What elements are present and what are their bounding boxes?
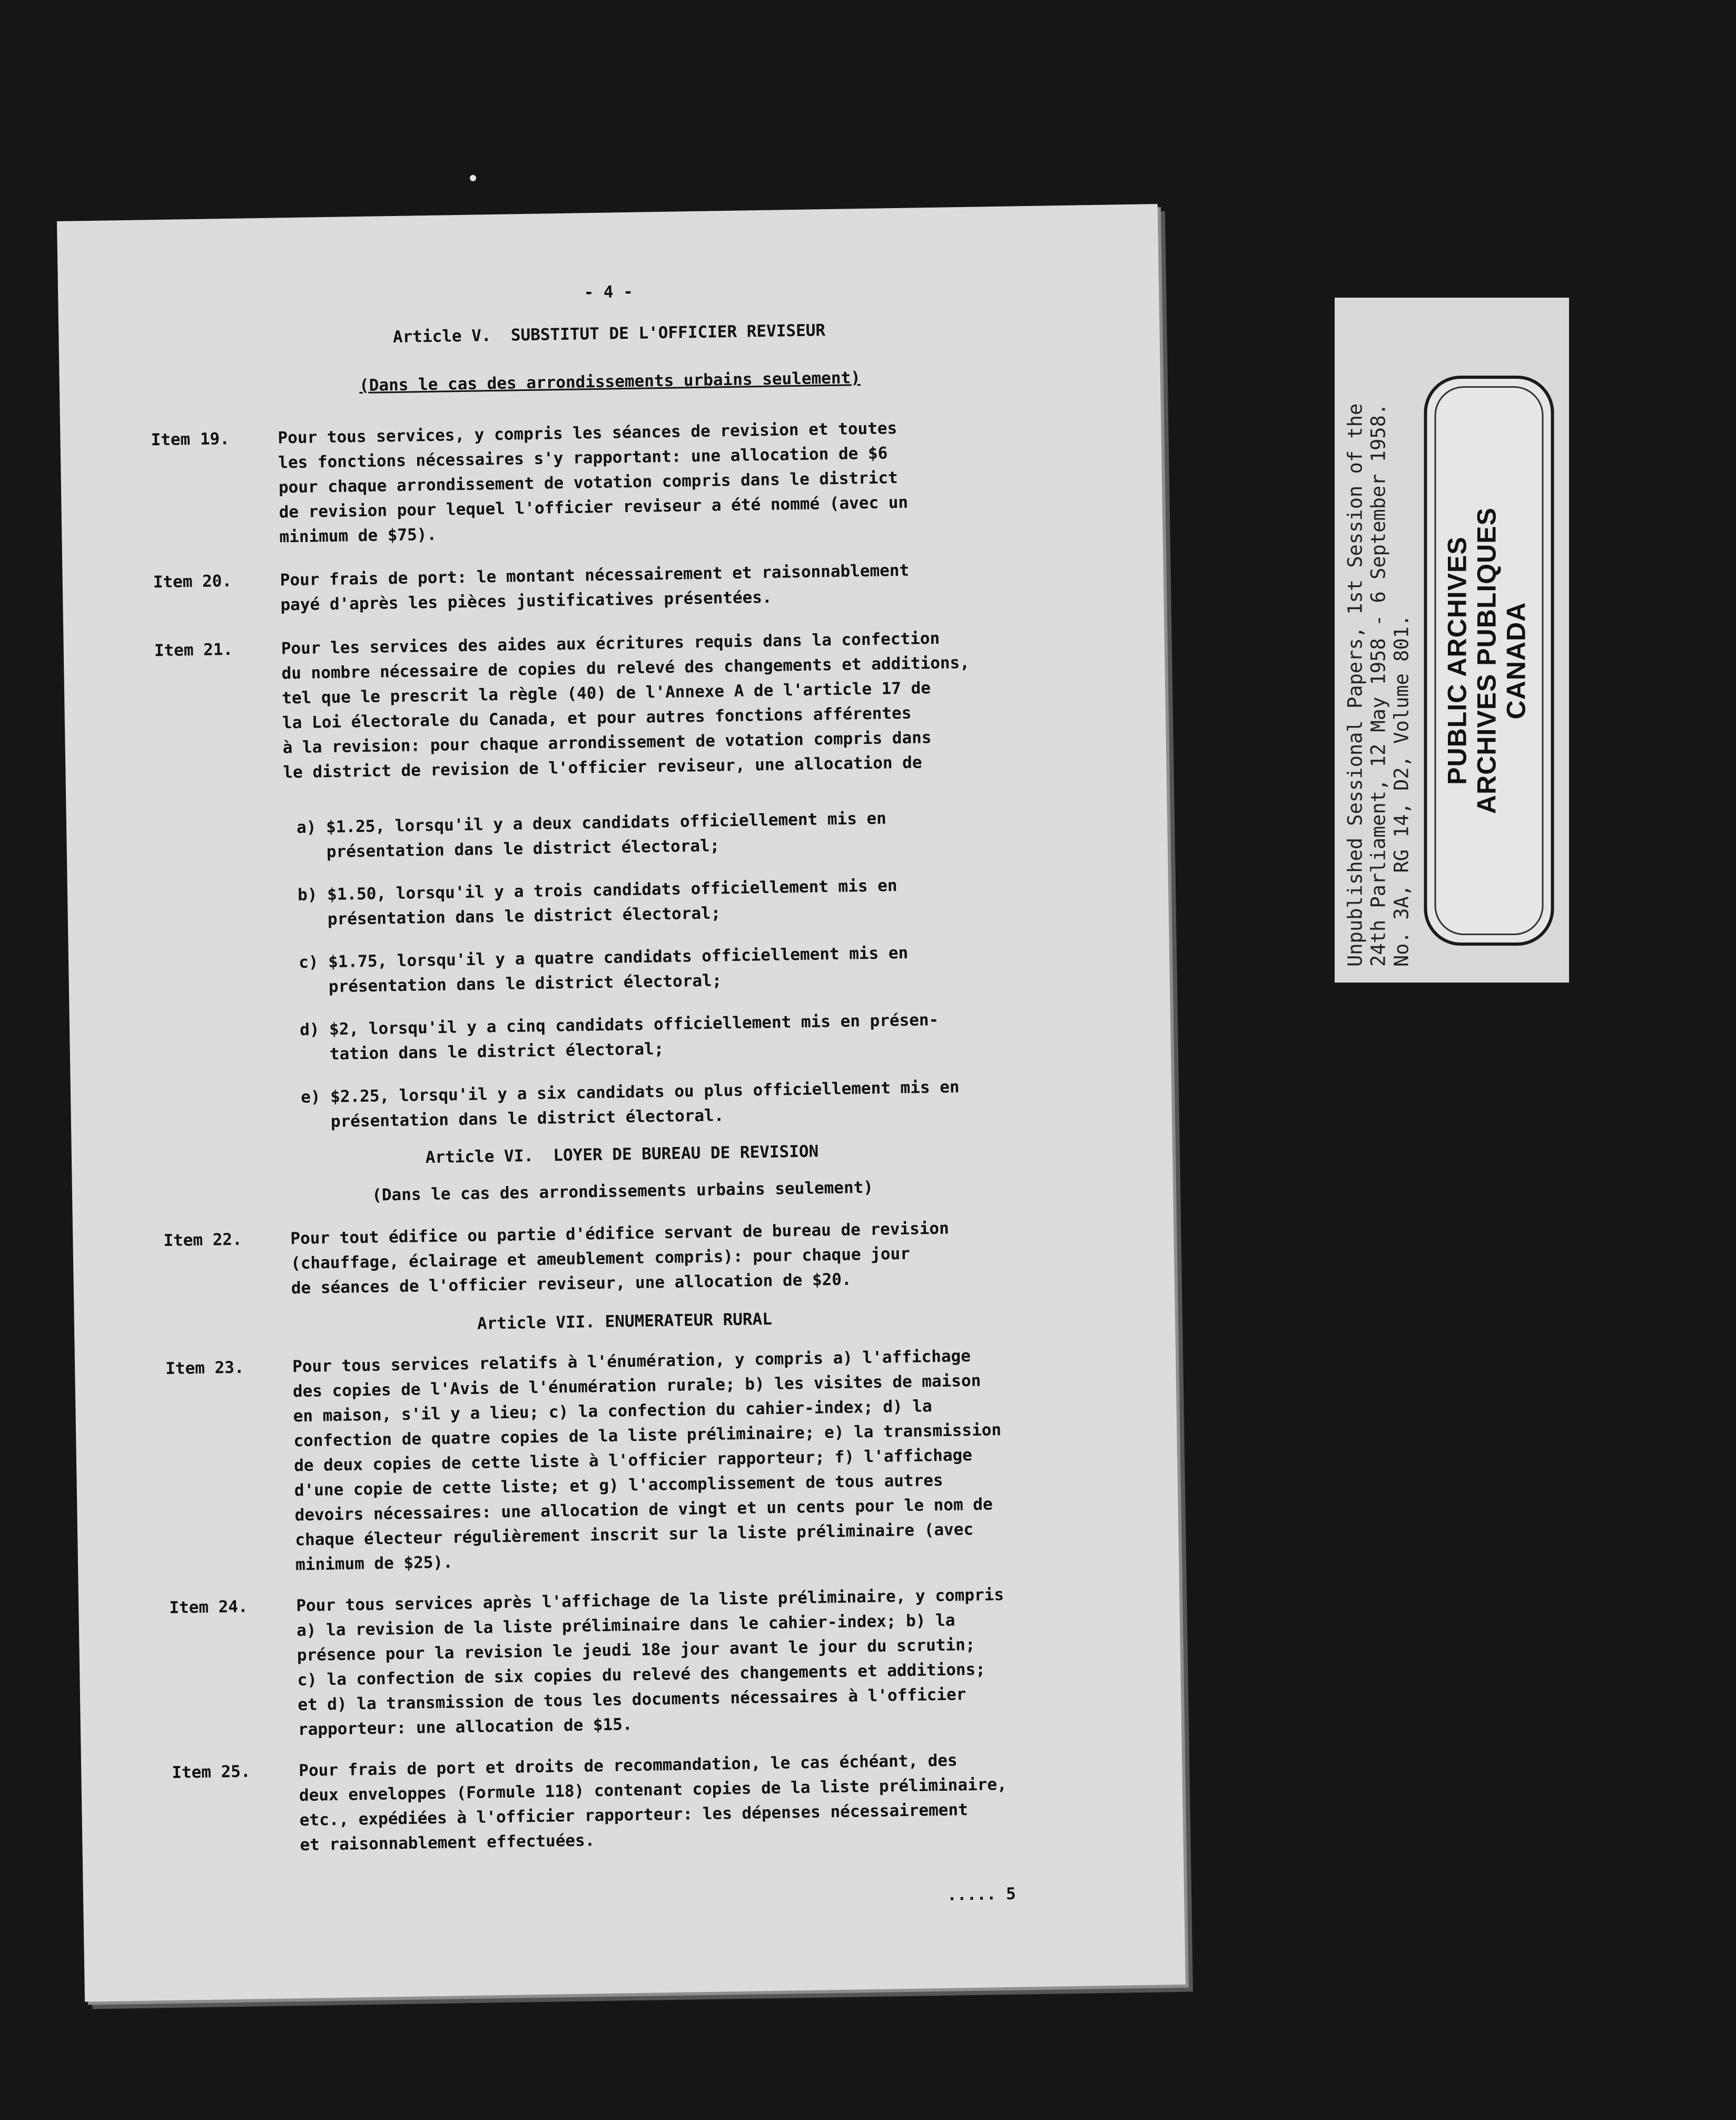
item-24-line: rapporteur: une allocation de $15. — [298, 1715, 633, 1740]
item-19-line: minimum de $75). — [279, 525, 437, 547]
article-vii-title: Article VII. ENUMERATEUR RURAL — [477, 1309, 773, 1333]
item-21-sub-b: présentation dans le district électoral; — [298, 904, 721, 929]
item-25-line: deux enveloppes (Formule 118) contenant copies de la liste préliminaire, — [299, 1775, 1007, 1805]
item-22-line: Pour tout édifice ou partie d'édifice servant de bureau de revision — [290, 1219, 949, 1249]
dust-speck — [470, 175, 476, 181]
item-23-line: Pour tous services relatifs à l'énumération, y compris a) l'affichage — [292, 1347, 971, 1377]
item-22-line: (chauffage, éclairage et ameublement compris): pour chaque jour — [290, 1244, 911, 1273]
item-23-line: confection de quatre copies de la liste préliminaire; e) la transmission — [293, 1420, 1002, 1451]
item-21-sub-c: présentation dans le district électoral; — [299, 971, 722, 997]
item-21-sub-a: présentation dans le district électoral; — [297, 836, 720, 862]
article-vi-title: Article VI. LOYER DE BUREAU DE REVISION — [425, 1142, 819, 1167]
item-21-sub-a: a) $1.25, lorsqu'il y a deux candidats officiellement mis en — [296, 809, 887, 837]
item-23-line: d'une copie de cette liste; et g) l'accomplissement de tous autres — [294, 1470, 943, 1500]
item-24-line: et d) la transmission de tous les documents nécessaires à l'officier — [298, 1685, 966, 1715]
item-19-label: Item 19. — [151, 429, 230, 450]
item-19-line: pour chaque arrondissement de votation compris dans le district — [278, 468, 898, 497]
item-24-line: présence pour la revision le jeudi 18e jour avant le jour du scrutin; — [297, 1635, 975, 1665]
item-22-line: de séances de l'officier reviseur, une allocation de $20. — [291, 1270, 852, 1298]
item-25-line: etc., expédiées à l'officier rapporteur: les dépenses nécessairement — [299, 1800, 968, 1830]
item-25-label: Item 25. — [172, 1762, 251, 1782]
item-20-line: Pour frais de port: le montant nécessairement et raisonnablement — [280, 561, 910, 590]
article-vi-subtitle: (Dans le cas des arrondissements urbains seulement) — [371, 1177, 874, 1205]
item-23-line: devoirs nécessaires: une allocation de vingt et un cents pour le nom de — [294, 1495, 993, 1525]
item-24-line: c) la confection de six copies du relevé des changements et additions; — [297, 1660, 986, 1690]
reference-line: Unpublished Sessional Papers, 1st Session of the — [1344, 403, 1367, 967]
reference-line: 24th Parliament, 12 May 1958 - 6 September 1958. — [1367, 403, 1390, 967]
document-page — [57, 204, 1186, 2001]
item-21-line: tel que le prescrit la règle (40) de l'Annexe A de l'article 17 de — [281, 679, 931, 708]
item-22-label: Item 22. — [163, 1230, 242, 1251]
item-21-line: la Loi électorale du Canada, et pour autres fonctions afférentes — [282, 703, 912, 733]
item-21-line: du nombre nécessaire de copies du relevé des changements et additions, — [281, 653, 970, 683]
item-21-line: Pour les services des aides aux écritures requis dans la confection — [281, 629, 940, 659]
archive-label-content — [1335, 298, 1569, 983]
item-21-sub-e: présentation dans le district électoral. — [301, 1106, 724, 1132]
item-23-line: des copies de l'Avis de l'énumération rurale; b) les visites de maison — [292, 1371, 981, 1401]
stamp-line: PUBLIC ARCHIVES — [1442, 536, 1472, 785]
item-25-line: et raisonnablement effectuées. — [300, 1831, 595, 1855]
item-24-label: Item 24. — [169, 1597, 248, 1617]
item-21-sub-e: e) $2.25, lorsqu'il y a six candidats ou plus officiellement mis en — [300, 1077, 960, 1107]
archives-stamp — [1424, 376, 1554, 946]
item-20-line: payé d'après les pièces justificatives présentées. — [280, 587, 772, 615]
item-23-line: en maison, s'il y a lieu; c) la confection du cahier-index; d) la — [293, 1397, 932, 1426]
article-v-subtitle: (Dans le cas des arrondissements urbains seulement) — [359, 368, 861, 396]
item-24-line: a) la revision de la liste préliminaire dans le cahier-index; b) la — [296, 1611, 955, 1641]
item-23-line: minimum de $25). — [295, 1553, 453, 1575]
archive-label — [1335, 298, 1569, 983]
item-23-line: de deux copies de cette liste à l'officier rapporteur; f) l'affichage — [293, 1445, 973, 1476]
item-20-label: Item 20. — [153, 571, 232, 592]
item-19-line: les fonctions nécessaires s'y rapportant: une allocation de $6 — [278, 444, 888, 473]
item-19-line: Pour tous services, y compris les séances de revision et toutes — [278, 418, 897, 448]
item-21-sub-d: d) $2, lorsqu'il y a cinq candidats officiellement mis en présen- — [299, 1010, 939, 1039]
reference-line: No. 3A, RG 14, D2, Volume 801. — [1390, 614, 1413, 967]
item-24-line: Pour tous services après l'affichage de la liste préliminaire, y compris — [296, 1585, 1004, 1616]
item-21-line: le district de revision de l'officier reviseur, une allocation de — [283, 753, 922, 782]
item-23-line: chaque électeur régulièrement inscrit sur la liste préliminaire (avec — [295, 1519, 974, 1550]
item-21-label: Item 21. — [154, 640, 233, 661]
item-21-sub-d: tation dans le district électoral; — [300, 1039, 664, 1064]
item-21-line: à la revision: pour chaque arrondissement de votation compris dans — [282, 728, 932, 758]
page-number: - 4 - — [584, 282, 634, 302]
article-v-title: Article V. SUBSTITUT DE L'OFFICIER REVISEUR — [392, 321, 826, 347]
archive-reference — [1344, 313, 1414, 967]
item-25-line: Pour frais de port et droits de recommandation, le cas échéant, des — [298, 1751, 958, 1781]
item-21-sub-c: c) $1.75, lorsqu'il y a quatre candidats officiellement mis en — [298, 943, 909, 972]
stamp-line: ARCHIVES PUBLIQUES — [1472, 507, 1502, 814]
item-21-sub-b: b) $1.50, lorsqu'il y a trois candidats officiellement mis en — [297, 876, 897, 905]
item-19-line: de revision pour lequel l'officier reviseur a été nommé (avec un — [279, 493, 909, 522]
item-23-label: Item 23. — [165, 1358, 244, 1379]
stamp-line: CANADA — [1501, 602, 1531, 720]
continuation-marker: ..... 5 — [946, 1884, 1017, 1905]
